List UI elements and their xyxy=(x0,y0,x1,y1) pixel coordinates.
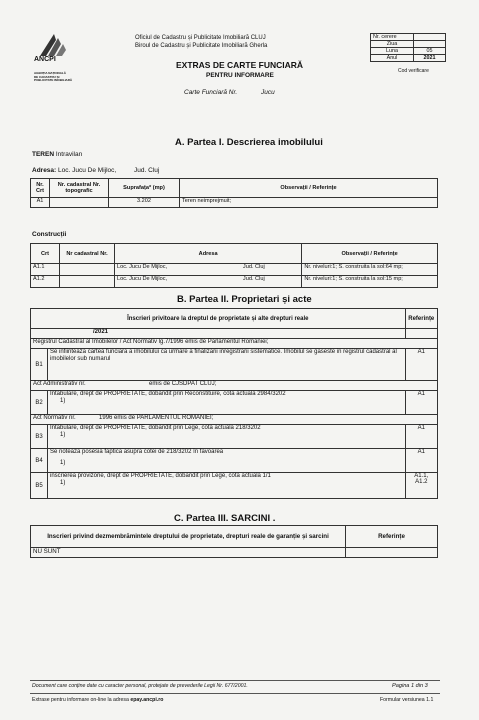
col-header: Crt xyxy=(31,244,60,264)
footer-online: Extrase pentru informare on-line la adresa epay.ancpi.ro xyxy=(32,697,164,703)
col-header: Suprafața* (mp) xyxy=(109,179,180,198)
table-row: B1 Se infiinteaza cartea funciara a imobilului ca urmare a finalizarii inregistrarii sistematice. Imobilul se gaseste in registrul cadastral al imobilelor sub numarul A1 xyxy=(31,349,438,381)
ancpi-logo xyxy=(30,32,80,70)
table-row: A1.1 Loc. Jucu De Mijloc, Jud. Cluj Nr. niveluri:1; S. construita la sol:64 mp; xyxy=(31,264,438,276)
request-value xyxy=(414,34,446,41)
table-row: Registrul Cadastral al Imobilelor / Act Normativ lg.7/1996 emis de Parlamentul Romaniei; xyxy=(31,339,438,349)
page-number: Pagina 1 din 3 xyxy=(392,683,428,689)
ownership-table xyxy=(30,308,438,499)
verify-code-label: Cod verificare xyxy=(398,68,429,74)
document-subtitle: PENTRU INFORMARE xyxy=(206,72,274,79)
table-row: Act Normativ nr. 1996 emis de PARLAMENTUL ROMANIEI; xyxy=(31,415,438,425)
land-table xyxy=(30,178,438,208)
col-header: Adresa xyxy=(115,244,302,264)
table-row: B4 Se noteaza posesia faptica asupra cotei de 218/3202 în favoarea 1) A1 xyxy=(31,449,438,473)
footer-form-version: Formular versiunea 1.1 xyxy=(380,697,434,703)
logo-subtext: AGENȚIA NAȚIONALĂ DE CADASTRU ȘI PUBLICITATE IMOBILIARĂ xyxy=(34,71,73,83)
part-a-heading: A. Partea I. Descrierea imobilului xyxy=(175,137,323,148)
table-row: B2 Intabulare, drept de PROPRIETATE, dobandit prin Reconstituire, cota actuala 2984/3202 1) A1 xyxy=(31,391,438,415)
table-row: B3 Intabulare, drept de PROPRIETATE, dobandit prin Lege, cota actuala 218/3202 1) A1 xyxy=(31,425,438,449)
col-header: Înscrieri privitoare la dreptul de proprietate și alte drepturi reale xyxy=(31,309,406,329)
table-row: B5 inscrierea provizorie, drept de PROPRIETATE, dobandit prin Lege, cota actuala 1/1 1) A1.1, A1.2 xyxy=(31,473,438,499)
table-row: A1 3.202 Teren neimprejmuit; xyxy=(31,198,438,208)
col-header: Nr. cadastral Nr. topografic xyxy=(50,179,109,198)
table-row: A1.2 Loc. Jucu De Mijloc, Jud. Cluj Nr. niveluri:1; S. construita la sol:15 mp; xyxy=(31,276,438,288)
col-header: Observații / Referințe xyxy=(302,244,438,264)
logo-name: ANCPI xyxy=(34,56,56,63)
col-header: Inscrieri privind dezmembrămintele dreptului de proprietate, drepturi reale de garanție și sarcini xyxy=(31,526,346,548)
request-box: Nr. cerere Ziua Luna 05 Anul 2021 xyxy=(370,33,446,62)
col-header: Referințe xyxy=(405,309,437,329)
col-header: Referințe xyxy=(346,526,438,548)
part-c-heading: C. Partea III. SARCINI . xyxy=(174,513,276,524)
col-header: Nr. Crt xyxy=(31,179,50,198)
request-label: Nr. cerere xyxy=(371,34,414,41)
col-header: Observații / Referințe xyxy=(180,179,438,198)
col-header: Nr cadastral Nr. xyxy=(60,244,115,264)
table-row: NU SUNT xyxy=(31,548,438,558)
constructions-label: Construcții xyxy=(32,231,67,238)
office-line-1: Oficiul de Cadastru și Publicitate Imobiliară CLUJ xyxy=(135,35,266,41)
footer-divider-top xyxy=(30,680,440,681)
cf-number-label: Carte Funciară Nr. Jucu xyxy=(184,89,275,96)
document-title: EXTRAS DE CARTE FUNCIARĂ xyxy=(176,60,304,70)
office-line-2: Biroul de Cadastru și Publicitate Imobiliară Gherla xyxy=(135,43,268,49)
ancpi-emblem-icon xyxy=(30,32,80,58)
constructions-table xyxy=(30,243,438,288)
footer-divider-bottom xyxy=(30,693,440,694)
table-row: Act Administrativ nr. emis de CJSDPAT CLUJ; xyxy=(31,381,438,391)
address-line: Adresa: Loc. Jucu De Mijloc, Jud. Cluj xyxy=(32,167,160,174)
footer-disclaimer: Document care conține date cu caracter personal, protejate de prevederile Legii Nr. 677/2001. xyxy=(32,683,248,689)
part-b-heading: B. Partea II. Proprietari și acte xyxy=(177,294,312,305)
year-label: /2021 xyxy=(93,329,109,335)
encumbrances-table xyxy=(30,525,438,558)
teren-line: TEREN Intravilan xyxy=(32,151,83,158)
